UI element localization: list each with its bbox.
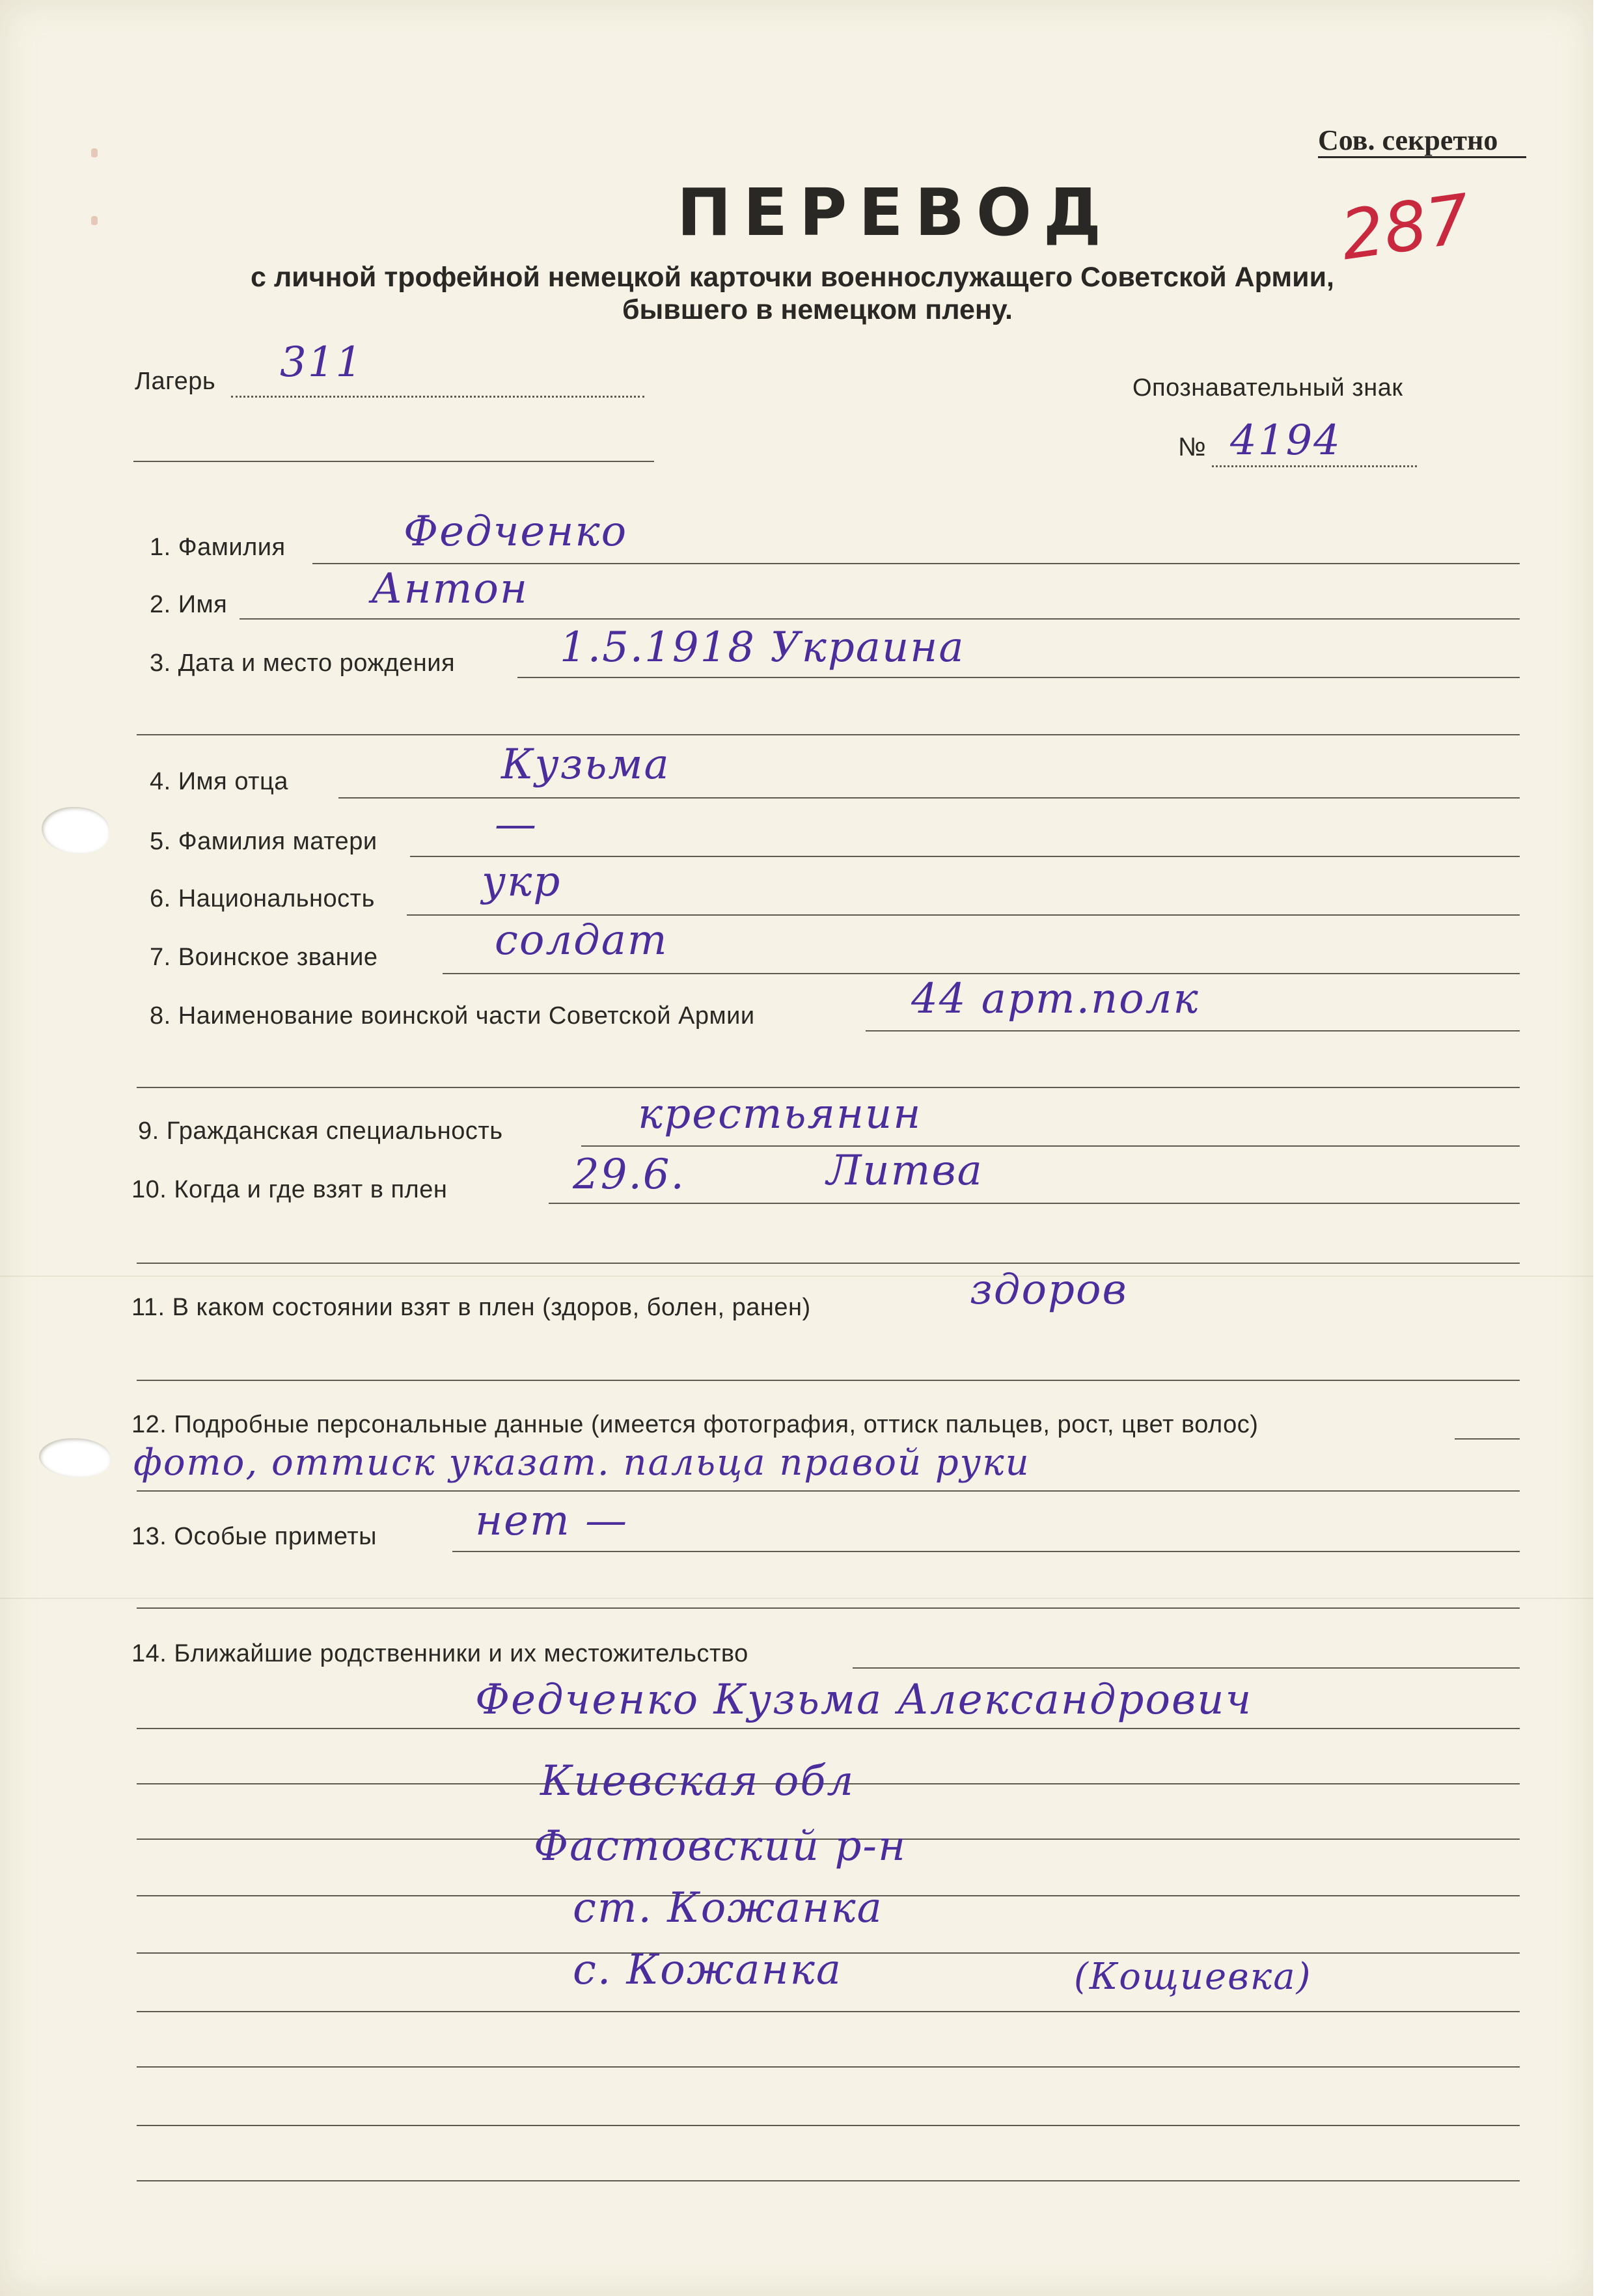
field-label-unit: 8. Наименование воинской части Советской Армии — [150, 1002, 755, 1030]
field-value-surname: Федченко — [404, 508, 628, 556]
field-value-relatives: Федченко Кузьма Александрович — [475, 1676, 1253, 1724]
edge-stain — [91, 216, 98, 225]
field-value-unit: 44 арт.полк — [911, 975, 1200, 1023]
classification-label: Сов. секретно — [1318, 124, 1498, 156]
field-label-father: 4. Имя отца — [150, 768, 288, 795]
field-line-birth-extra — [137, 734, 1520, 735]
field-value-father: Кузьма — [501, 741, 670, 789]
field-line-features — [452, 1551, 1520, 1552]
field-line-features-extra — [137, 1607, 1520, 1609]
address-district: Фастовский р-н — [534, 1822, 907, 1870]
id-number-prefix: № — [1178, 433, 1207, 461]
paper-fold — [0, 1598, 1593, 1599]
field-value-personal-data: фото, оттиск указат. пальца правой руки — [133, 1442, 1030, 1484]
field-line-personal-data — [1455, 1438, 1520, 1440]
field-value-captured-date: 29.6. — [573, 1151, 685, 1199]
field-line-captured — [549, 1203, 1520, 1204]
field-label-captured: 10. Когда и где взят в плен — [131, 1176, 448, 1203]
field-value-rank: солдат — [495, 916, 668, 964]
field-line-condition-extra — [137, 1380, 1520, 1381]
field-line-nationality — [407, 914, 1520, 916]
field-label-birth: 3. Дата и место рождения — [150, 649, 456, 677]
address-line-5 — [137, 2011, 1520, 2012]
field-line-unit — [866, 1030, 1520, 1032]
page-title: ПЕРЕВОД — [677, 174, 1113, 251]
red-archive-number: 287 — [1336, 178, 1475, 276]
field-line-relatives — [853, 1667, 1520, 1669]
field-line-mother — [410, 856, 1520, 857]
field-line-personal-data-extra — [137, 1490, 1520, 1492]
field-value-condition: здоров — [970, 1266, 1128, 1314]
field-label-surname: 1. Фамилия — [150, 534, 286, 561]
camp-value: 311 — [280, 338, 364, 387]
field-line-occupation — [581, 1145, 1520, 1147]
address-village: с. Кожанка — [573, 1946, 843, 1994]
field-value-features: нет — — [475, 1497, 629, 1545]
field-label-name: 2. Имя — [150, 591, 228, 618]
field-value-captured-place: Литва — [827, 1147, 983, 1195]
field-line-captured-extra — [137, 1263, 1520, 1264]
camp-extra-line — [133, 461, 654, 462]
field-value-birth: 1.5.1918 Украина — [560, 623, 965, 672]
field-label-nationality: 6. Национальность — [150, 885, 375, 912]
punch-hole — [39, 1438, 111, 1477]
punch-hole — [42, 807, 109, 854]
field-value-occupation: крестьянин — [638, 1090, 922, 1138]
field-label-occupation: 9. Гражданская специальность — [138, 1117, 503, 1145]
subtitle-line-2: бывшего в немецком плену. — [622, 294, 1013, 325]
field-line-relatives-1 — [137, 1728, 1520, 1729]
field-label-relatives: 14. Ближайшие родственники и их местожительство — [131, 1640, 748, 1667]
field-label-rank: 7. Воинское звание — [150, 944, 378, 971]
field-line-father — [338, 797, 1520, 799]
field-value-mother: — — [495, 800, 538, 849]
address-line-6 — [137, 2066, 1520, 2068]
classification-underline — [1318, 156, 1526, 158]
address-line-7 — [137, 2125, 1520, 2126]
edge-stain — [91, 148, 98, 157]
field-line-unit-extra — [137, 1087, 1520, 1088]
address-line-8 — [137, 2180, 1520, 2181]
id-value: 4194 — [1230, 417, 1341, 465]
field-line-surname — [312, 563, 1520, 564]
address-station: ст. Кожанка — [573, 1884, 883, 1932]
field-value-nationality: укр — [482, 858, 562, 906]
camp-label: Лагерь — [135, 368, 216, 395]
paper-fold — [0, 1276, 1593, 1277]
field-label-mother: 5. Фамилия матери — [150, 828, 377, 855]
field-label-features: 13. Особые приметы — [131, 1523, 377, 1550]
field-label-condition: 11. В каком состоянии взят в плен (здоров, болен, ранен) — [131, 1294, 811, 1321]
field-value-name: Антон — [371, 565, 528, 613]
address-village-alt: (Кощиевка) — [1074, 1956, 1312, 1998]
camp-line — [231, 396, 644, 398]
field-line-rank — [443, 973, 1520, 974]
subtitle-line-1: с личной трофейной немецкой карточки военнослужащего Советской Армии, — [251, 262, 1334, 293]
id-line — [1212, 465, 1417, 467]
id-label: Опознавательный знак — [1132, 374, 1403, 402]
field-line-birth — [517, 677, 1520, 678]
field-label-personal-data: 12. Подробные персональные данные (имеется фотография, оттиск пальцев, рост, цвет волос) — [131, 1411, 1259, 1438]
field-line-name — [240, 618, 1520, 620]
address-region: Киевская обл — [540, 1757, 855, 1805]
